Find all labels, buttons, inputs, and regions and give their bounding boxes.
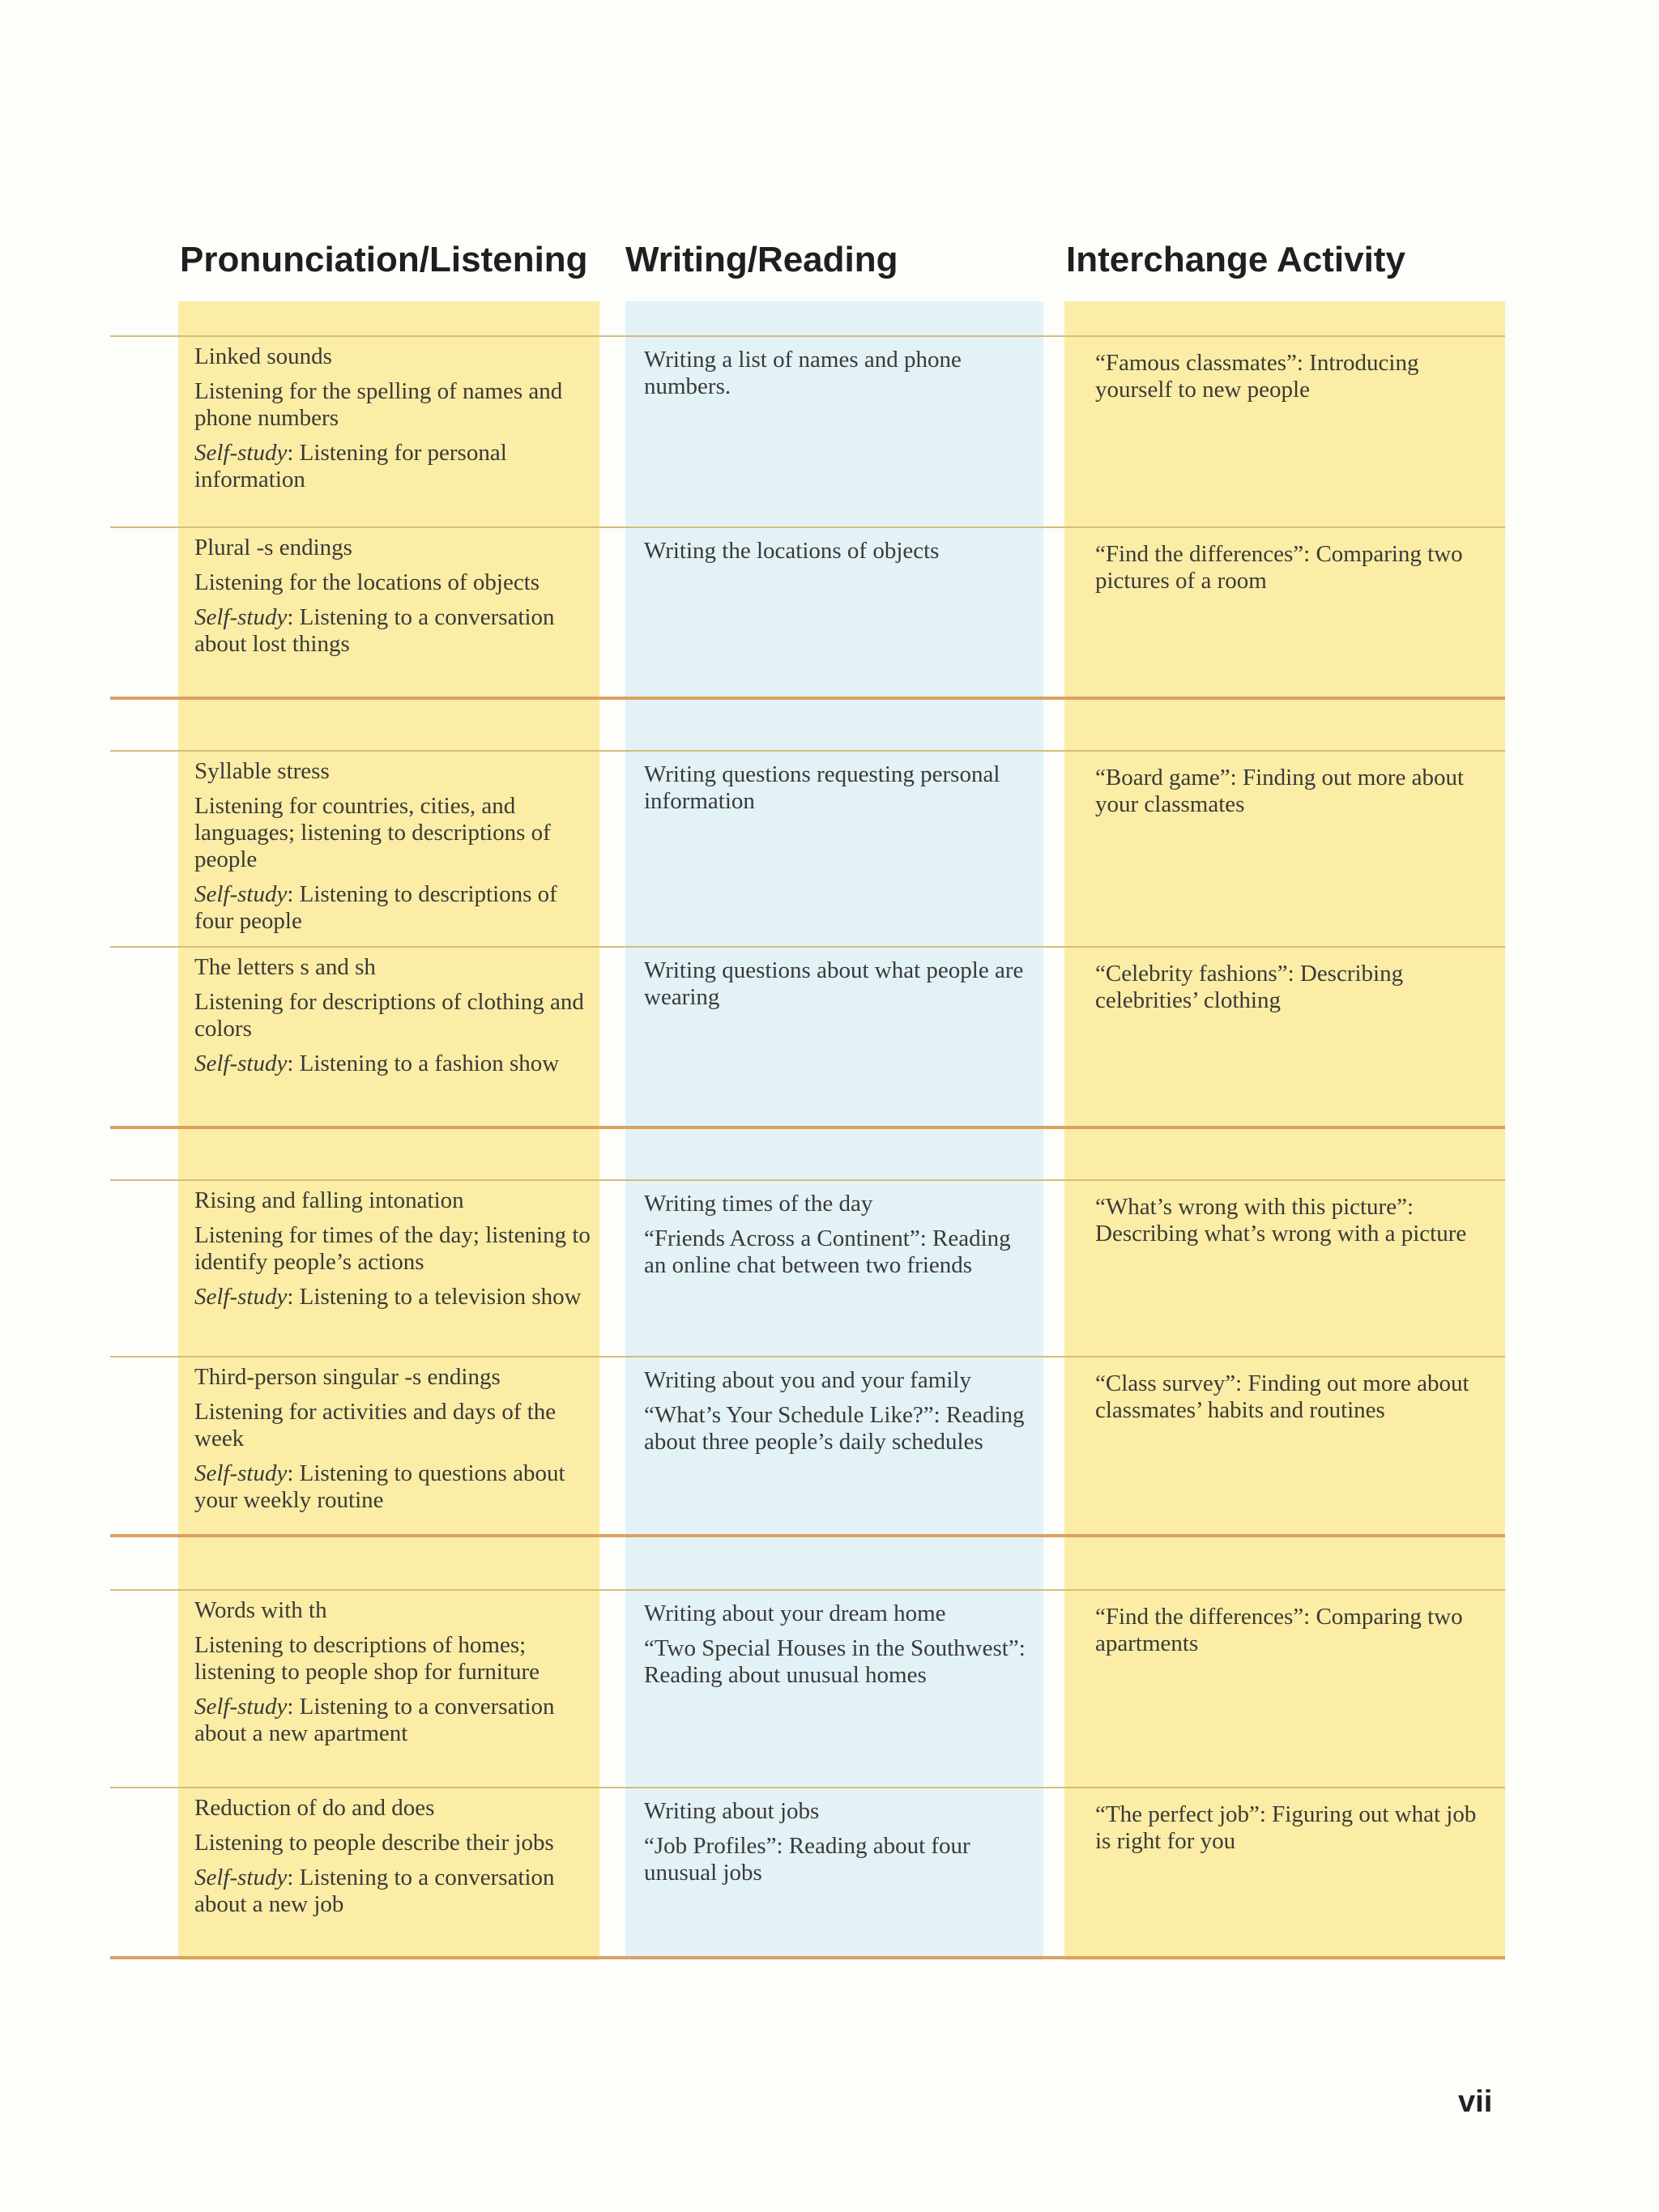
activity-cell (1095, 1604, 1492, 1657)
writing-item: Writing a list of names and phone numbers. (644, 347, 962, 399)
listening-topic: Listening for countries, cities, and languages; listening to descriptions of people (194, 793, 551, 872)
row-divider (110, 1356, 1505, 1357)
self-study-label: Self-study (194, 604, 288, 630)
writing-cell (644, 347, 1033, 400)
pronunciation-cell (194, 535, 591, 658)
self-study-text: : Listening to questions about your weekly routine (194, 1460, 565, 1513)
self-study-text: : Listening for personal information (194, 440, 507, 492)
pronunciation-topic: Syllable stress (194, 758, 330, 784)
activity-text: “Celebrity fashions”: Describing celebrities’ clothing (1095, 961, 1404, 1013)
row-divider (110, 1179, 1505, 1181)
self-study-text: : Listening to descriptions of four people (194, 881, 557, 934)
pronunciation-topic: Words with th (194, 1597, 327, 1623)
listening-topic: Listening for the locations of objects (194, 569, 540, 595)
self-study-text: : Listening to a fashion show (287, 1051, 560, 1076)
page-number: vii (1458, 2085, 1493, 2119)
writing-cell (644, 1191, 1033, 1279)
pronunciation-cell (194, 1187, 591, 1311)
pronunciation-topic: Rising and falling intonation (194, 1187, 464, 1213)
self-study (194, 1865, 591, 1918)
activity-cell (1095, 1194, 1492, 1247)
writing-cell (644, 761, 1033, 815)
unit-divider (110, 1956, 1505, 1959)
activity-text: “Famous classmates”: Introducing yourself to new people (1095, 350, 1419, 403)
self-study (194, 1460, 591, 1514)
activity-text: “The perfect job”: Figuring out what job is right for you (1095, 1801, 1477, 1854)
pronunciation-topic: Plural -s endings (194, 535, 352, 560)
activity-cell (1095, 961, 1492, 1014)
unit-divider (110, 1126, 1505, 1129)
self-study-label: Self-study (194, 1460, 288, 1486)
activity-cell (1095, 541, 1492, 595)
reading-item: “What’s Your Schedule Like?”: Reading about three people’s daily schedules (644, 1402, 1025, 1455)
pronunciation-cell (194, 954, 591, 1077)
writing-item: Writing about jobs (644, 1798, 820, 1824)
writing-item: Writing questions requesting personal information (644, 761, 1000, 814)
activity-cell (1095, 1370, 1492, 1424)
listening-topic: Listening to people describe their jobs (194, 1830, 554, 1856)
self-study (194, 1694, 591, 1747)
self-study-label: Self-study (194, 440, 288, 466)
self-study-text: : Listening to a conversation about a new job (194, 1865, 555, 1917)
pronunciation-topic: Reduction of do and does (194, 1795, 435, 1821)
self-study-label: Self-study (194, 1865, 288, 1890)
activity-text: “Find the differences”: Comparing two apartments (1095, 1604, 1463, 1656)
reading-item: “Job Profiles”: Reading about four unusual jobs (644, 1833, 970, 1886)
activity-text: “What’s wrong with this picture”: Describing what’s wrong with a picture (1095, 1194, 1467, 1247)
writing-item: Writing times of the day (644, 1191, 873, 1217)
writing-item: Writing about your dream home (644, 1600, 946, 1626)
self-study-label: Self-study (194, 881, 288, 907)
reading-item: “Friends Across a Continent”: Reading an online chat between two friends (644, 1225, 1011, 1278)
row-divider (110, 750, 1505, 752)
writing-cell (644, 1367, 1033, 1455)
pronunciation-cell (194, 758, 591, 935)
writing-item: Writing the locations of objects (644, 538, 940, 564)
pronunciation-cell (194, 1364, 591, 1514)
writing-cell (644, 957, 1033, 1011)
activity-text: “Board game”: Finding out more about your classmates (1095, 765, 1465, 817)
writing-cell (644, 1798, 1033, 1886)
reading-item: “Two Special Houses in the Southwest”: Reading about unusual homes (644, 1635, 1026, 1688)
listening-topic: Listening for activities and days of the week (194, 1399, 557, 1451)
self-study-text: : Listening to a conversation about a new apartment (194, 1694, 555, 1746)
row-divider (110, 1589, 1505, 1591)
row-divider (110, 946, 1505, 948)
listening-topic: Listening for descriptions of clothing and colors (194, 989, 584, 1042)
pronunciation-topic: Third-person singular -s endings (194, 1364, 501, 1390)
self-study (194, 1051, 591, 1077)
row-divider (110, 335, 1505, 337)
listening-topic: Listening for the spelling of names and phone numbers (194, 378, 563, 431)
writing-cell (644, 538, 1033, 565)
self-study (194, 1284, 591, 1311)
self-study-text: : Listening to a television show (287, 1284, 582, 1310)
unit-divider (110, 1534, 1505, 1537)
self-study-label: Self-study (194, 1694, 288, 1720)
listening-topic: Listening for times of the day; listening to identify people’s actions (194, 1222, 591, 1275)
self-study (194, 440, 591, 493)
pronunciation-cell (194, 343, 591, 493)
self-study-text: : Listening to a conversation about lost things (194, 604, 555, 657)
row-divider (110, 1787, 1505, 1788)
listening-topic: Listening to descriptions of homes; listening to people shop for furniture (194, 1632, 540, 1685)
activity-cell (1095, 1801, 1492, 1855)
self-study-label: Self-study (194, 1051, 288, 1076)
writing-item: Writing questions about what people are wearing (644, 957, 1024, 1010)
activity-text: “Class survey”: Finding out more about classmates’ habits and routines (1095, 1370, 1469, 1423)
self-study-label: Self-study (194, 1284, 288, 1310)
self-study (194, 604, 591, 658)
self-study (194, 881, 591, 935)
writing-item: Writing about you and your family (644, 1367, 971, 1393)
pronunciation-topic: The letters s and sh (194, 954, 376, 980)
activity-text: “Find the differences”: Comparing two pictures of a room (1095, 541, 1463, 594)
writing-reading-header: Writing/Reading (625, 240, 898, 279)
unit-divider (110, 697, 1505, 700)
activity-cell (1095, 350, 1492, 403)
row-divider (110, 526, 1505, 528)
pronunciation-cell (194, 1597, 591, 1747)
interchange-activity-header: Interchange Activity (1066, 240, 1405, 279)
pronunciation-listening-header: Pronunciation/Listening (180, 240, 588, 279)
activity-cell (1095, 765, 1492, 818)
pronunciation-cell (194, 1795, 591, 1918)
writing-cell (644, 1600, 1033, 1689)
pronunciation-topic: Linked sounds (194, 343, 332, 369)
